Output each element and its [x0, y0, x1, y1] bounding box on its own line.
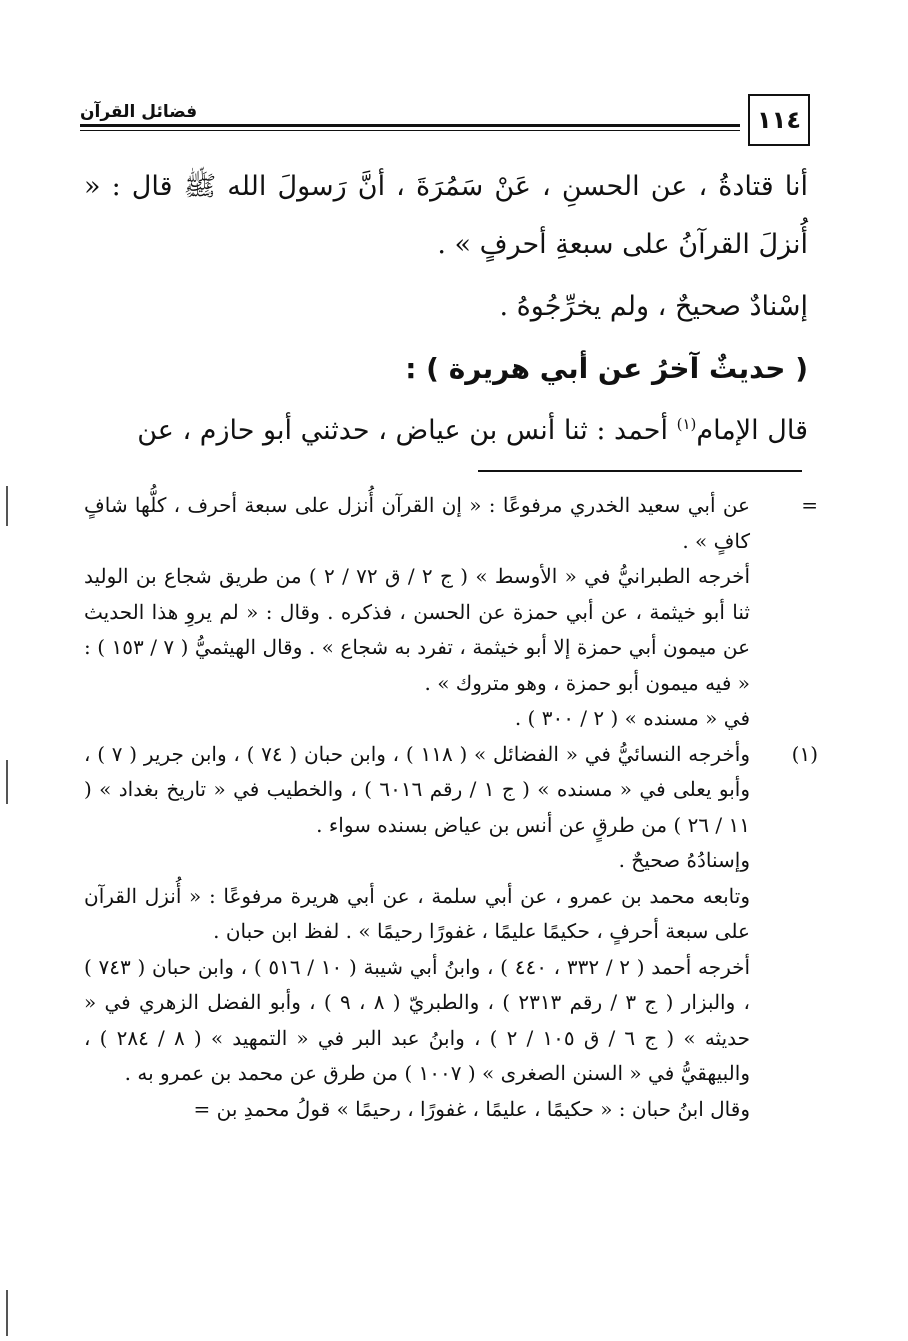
footnote-paragraph: أخرجه أحمد ( ٢ / ٣٣٢ ، ٤٤٠ ) ، وابنُ أبي شيبة ( ١٠ / ٥١٦ ) ، وابن حبان ( ٧٤٣ ) ، والبزار ( ج ٣ / رقم ٢٣١٣ ) ، والطبريّ ( ٨ ، ٩ ) ، وأبو الفضل الزهري في « حديثه » ( ج ٦ / ق ١٠٥ / ٢ ) ، وابنُ عبد البر في « التمهيد » ( ٨ / ٢٨٤ ) ، والبيهقيُّ في « السنن الصغرى » ( ١٠٠٧ ) من طرق عن محمد بن عمرو به .	[84, 954, 751, 1085]
scan-edge-mark	[6, 486, 8, 526]
chain-of-narration	[84, 402, 808, 460]
footnote-paragraph: وقال ابنُ حبان : « حكيمًا ، عليمًا ، غفورًا ، رحيمًا » قولُ محمدِ بن =	[193, 1096, 750, 1121]
footnote-number: (١)	[791, 742, 818, 766]
footnote-paragraph: عن أبي سعيد الخدري مرفوعًا : « إن القرآن أُنزل على سبعة أحرف ، كلُّها شافٍ كافٍ » .	[84, 493, 750, 553]
scan-edge-mark	[6, 760, 8, 804]
page-number: ١١٤	[748, 94, 810, 146]
section-heading: ( حديثٌ آخرُ عن أبي هريرة ) :	[405, 352, 808, 385]
header-rule-thick	[80, 124, 740, 127]
book-title: فضائل القرآن	[80, 102, 198, 122]
footnote-paragraph: أخرجه الطبرانيُّ في « الأوسط » ( ج ٢ / ق ٧٢ / ٢ ) من طريق شجاع بن الوليد ثنا أبو خيثمة ، عن أبي حمزة عن الحسن ، فذكره . وقال : « لم يروِ هذا الحديث عن ميمون أبي حمزة إلا أبو خيثمة ، تفرد به شجاع » . وقال الهيثميُّ ( ٧ / ١٥٣ ) : « فيه ميمون أبو حمزة ، وهو متروك » .	[84, 564, 751, 695]
footnote-paragraph: في « مسنده » ( ٢ / ٣٠٠ ) .	[514, 706, 750, 730]
footnote-continuation-marker: =	[801, 493, 818, 517]
page-header	[80, 94, 810, 148]
footnote-separator	[478, 470, 802, 472]
chain-text-start: قال الإمام	[696, 415, 808, 446]
footnote-reference: (١)	[676, 415, 697, 433]
footnotes	[84, 488, 750, 1127]
header-rule-thin	[80, 130, 740, 131]
isnad-grading: إسْنادٌ صحيحٌ ، ولم يخرِّجُوهُ .	[499, 291, 808, 322]
footnote-paragraph: وتابعه محمد بن عمرو ، عن أبي سلمة ، عن أبي هريرة مرفوعًا : « أُنزل القرآن على سبعة أحرفٍ ، حكيمًا عليمًا ، غفورًا رحيمًا » . لفظ ابن حبان .	[84, 883, 750, 943]
chain-text-rest: أحمد : ثنا أنس بن عياض ، حدثني أبو حازم ، عن	[137, 415, 677, 446]
footnote-paragraph: وأخرجه النسائيُّ في « الفضائل » ( ١١٨ ) ، وابن حبان ( ٧٤ ) ، وابن جرير ( ٧ ) ، وأبو يعلى في « مسنده » ( ج ١ / رقم ٦٠١٦ ) ، والخطيب في « تاريخ بغداد » ( ١١ / ٢٦ ) من طرقٍ عن أنس بن عياض بسنده سواء .	[84, 741, 751, 837]
scan-edge-mark	[6, 1290, 8, 1336]
hadith-text: أنا قتادةُ ، عن الحسنِ ، عَنْ سَمُرَةَ ، أنَّ رَسولَ الله ﷺ قال : « أُنزلَ القرآنُ على سبعةِ أحرفٍ » .	[84, 171, 808, 260]
footnote-paragraph: وإسنادُهُ صحيحٌ .	[618, 848, 750, 872]
main-text	[84, 158, 808, 460]
